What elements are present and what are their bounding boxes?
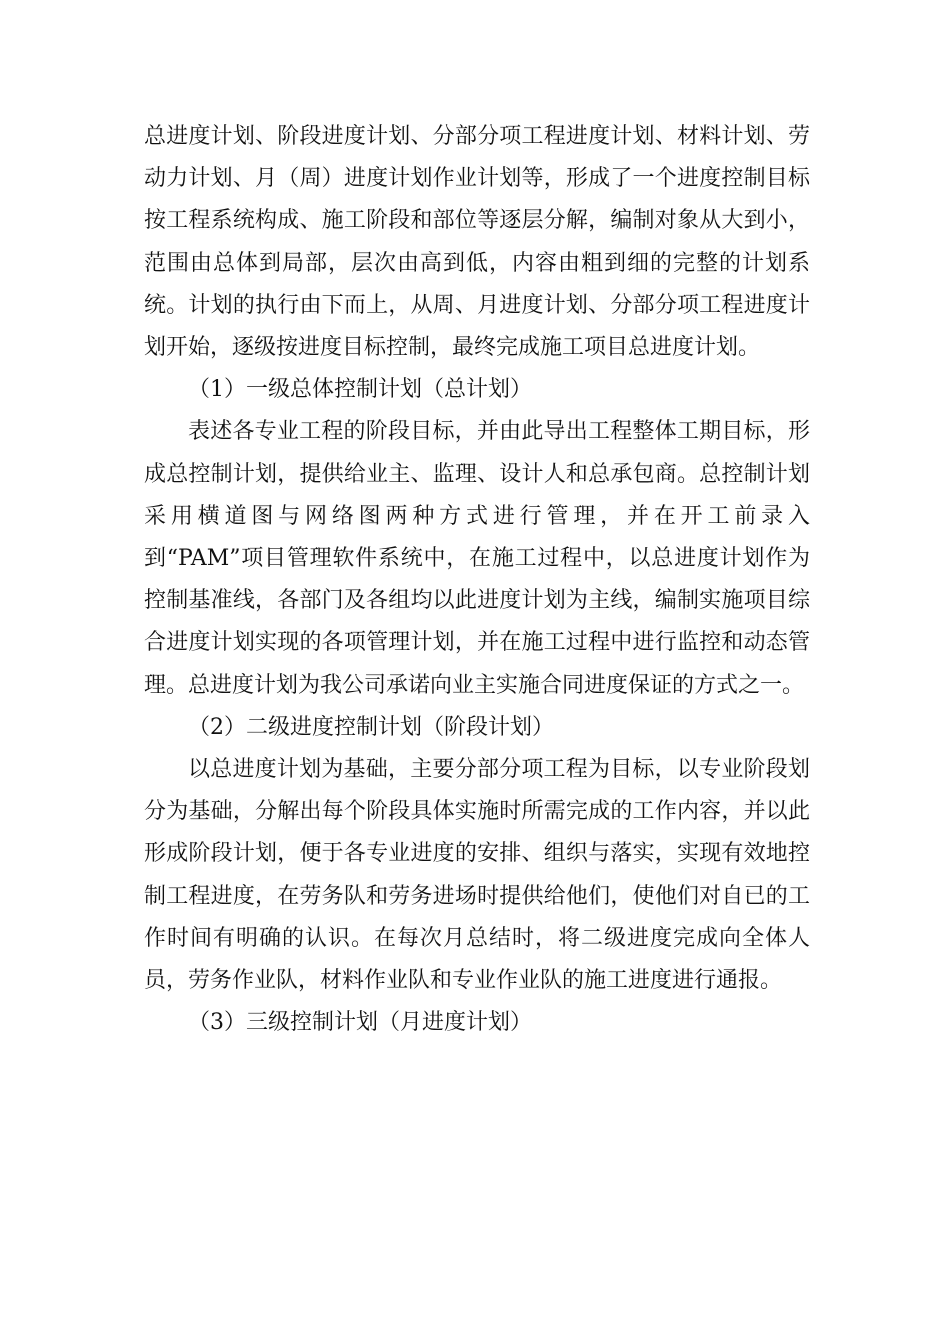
section-heading-level-2-plan: （2）二级进度控制计划（阶段计划） [188,714,554,740]
paragraph-level-2-plan: 以总进度计划为基础，主要分部分项工程为目标，以专业阶段划分为基础，分解出每个阶段具体实施时所需完成的工作内容，并以此形成阶段计划，便于各专业进度的安排、组织与落实，实现有效地控制工程进度，在劳务队和劳务进场时提供给他们，使他们对自已的工作时间有明确的认识。在每次月总结时，将二级进度完成向全体人员，劳务作业队，材料作业队和专业作业队的施工进度进行通报。 [144,757,810,994]
document-body [144,116,810,1044]
section-heading-level-1-plan: （1）一级总体控制计划（总计划） [188,377,532,403]
paragraph-level-1-plan: 表述各专业工程的阶段目标，并由此导出工程整体工期目标，形成总控制计划，提供给业主、监理、设计人和总承包商。总控制计划采用横道图与网络图两种方式进行管理，并在开工前录入到“PAM”项目管理软件系统中，在施工过程中，以总进度计划作为控制基准线，各部门及各组均以此进度计划为主线，编制实施项目综合进度计划实现的各项管理计划，并在施工过程中进行监控和动态管理。总进度计划为我公司承诺向业主实施合同进度保证的方式之一。 [144,419,810,698]
section-heading-level-3-plan: （3）三级控制计划（月进度计划） [188,1010,532,1036]
paragraph-continuation: 总进度计划、阶段进度计划、分部分项工程进度计划、材料计划、劳动力计划、月（周）进度计划作业计划等，形成了一个进度控制目标按工程系统构成、施工阶段和部位等逐层分解，编制对象从大到小，范围由总体到局部，层次由高到低，内容由粗到细的完整的计划系统。计划的执行由下而上，从周、月进度计划、分部分项工程进度计划开始，逐级按进度目标控制，最终完成施工项目总进度计划。 [144,124,810,361]
